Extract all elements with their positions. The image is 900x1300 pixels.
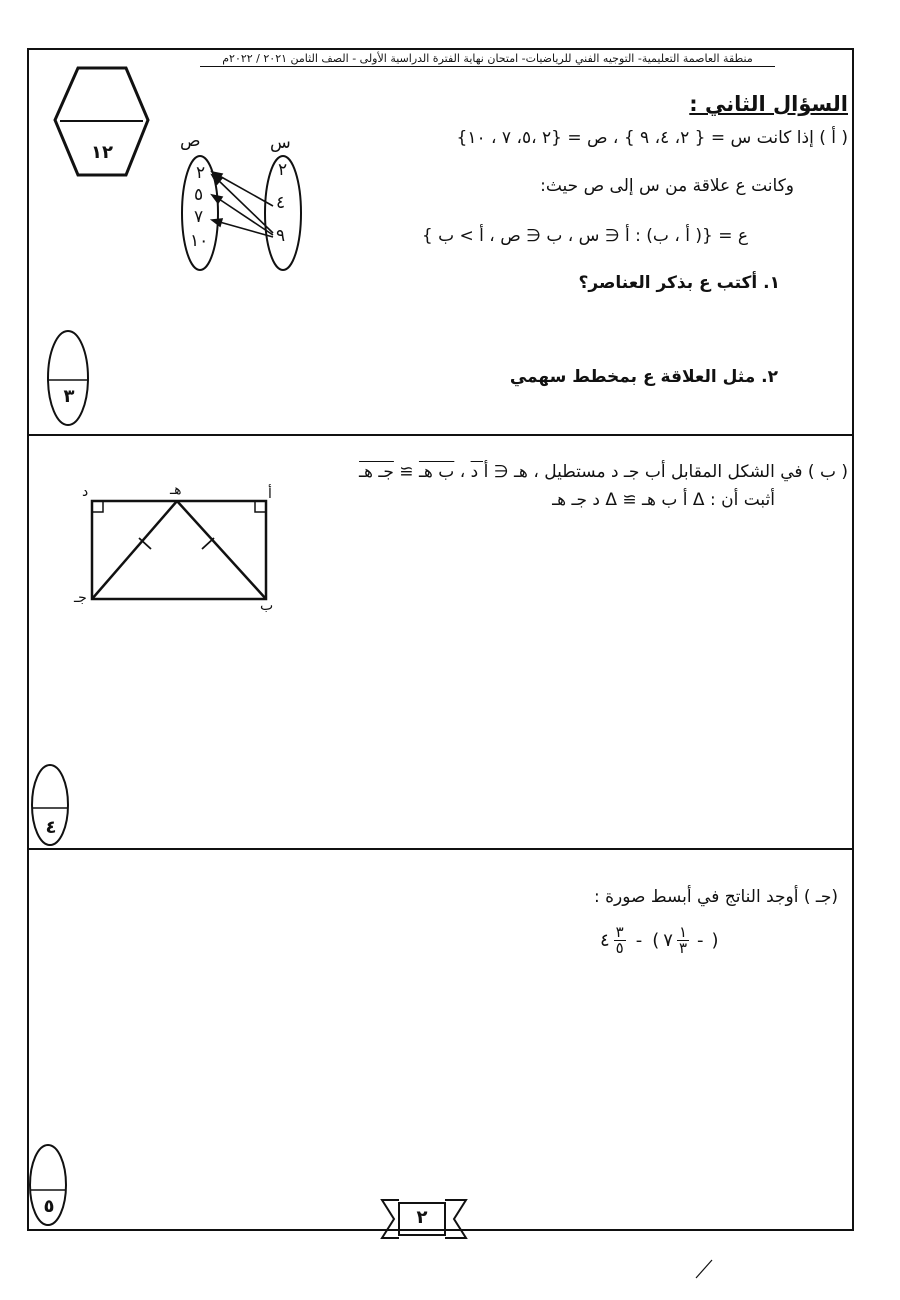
page-number: ٢: [416, 1207, 428, 1228]
stray-mark: [696, 1260, 712, 1278]
vertex-d: د: [82, 484, 89, 500]
part-a-relation: وكانت ع علاقة من س إلى ص حيث:: [540, 176, 794, 196]
part-c-line1: (جـ ) أوجد الناتج في أبسط صورة :: [594, 887, 838, 907]
set-x-label: س: [270, 133, 291, 153]
segment-be: ب هـ: [418, 462, 455, 482]
vertex-e: هـ: [170, 482, 182, 498]
vertex-b: ب: [260, 598, 274, 614]
minus-sign: -: [697, 930, 704, 951]
set-x-element: ٩: [276, 226, 286, 246]
set-y-label: ص: [180, 131, 201, 151]
part-c-expression: [600, 925, 719, 956]
fraction-2: [677, 925, 689, 956]
comma: ،: [459, 462, 466, 482]
whole-number: ٤: [600, 930, 610, 951]
question-title: السؤال الثاني :: [689, 92, 848, 116]
part-b-belongs: هـ ∈: [493, 462, 528, 482]
numerator: ١: [678, 923, 687, 941]
set-y-element: ٢: [196, 163, 206, 183]
part-b-text: ( ب ) في الشكل المقابل أب جـ د مستطيل ،: [533, 462, 848, 482]
score-oval-a: [48, 331, 88, 425]
paren: (: [652, 930, 660, 951]
vertex-a: أ: [268, 486, 272, 502]
part-a-q1: ١. أكتب ع بذكر العناصر؟: [578, 273, 780, 293]
set-x-element: ٤: [276, 193, 286, 213]
set-y-element: ٧: [194, 207, 204, 227]
whole-number: ٧: [663, 930, 673, 951]
paren: ): [711, 930, 719, 951]
segment-ce: جـ هـ: [359, 462, 394, 482]
rectangle-figure: [92, 501, 266, 599]
minus-sign: -: [635, 930, 643, 951]
part-b-line2: أثبت أن : Δ أ ب هـ ≅ Δ د جـ هـ: [552, 490, 775, 510]
total-score: ١٢: [91, 142, 113, 163]
part-a-score: ٣: [63, 386, 75, 407]
part-c-score: ٥: [43, 1196, 55, 1217]
segment-ad: أ د: [470, 462, 489, 482]
fraction-1: [614, 925, 626, 956]
set-y-element: ٥: [194, 185, 204, 205]
set-y-element: ١٠: [190, 231, 209, 251]
part-b-line1: [359, 462, 848, 482]
set-x-element: ٢: [278, 160, 288, 180]
denominator: ٣: [678, 939, 687, 957]
denominator: ٥: [615, 939, 624, 957]
part-b-score: ٤: [45, 817, 57, 838]
part-a-sets: ( أ ) إذا كانت س = { ٢، ٤، ٩ } ، ص = {٢ ،٥، ٧ ، ١٠}: [456, 128, 848, 148]
numerator: ٣: [615, 923, 624, 941]
vertex-c: جـ: [74, 590, 87, 606]
congruent-sign: ≅: [399, 462, 414, 482]
part-a-relation-def: ع = {( أ ، ب) : أ ∈ س ، ب ∈ ص ، أ > ب }: [421, 226, 748, 246]
relation-arrows: [212, 172, 273, 237]
part-a-q2: ٢. مثل العلاقة ع بمخطط سهمي: [509, 367, 778, 387]
exam-header: منطقة العاصمة التعليمية- التوجيه الفني للرياضيات- امتحان نهاية الفترة الدراسية الأولى - الصف الثامن ٢٠٢١ / ٢٠٢٢م: [200, 52, 775, 67]
